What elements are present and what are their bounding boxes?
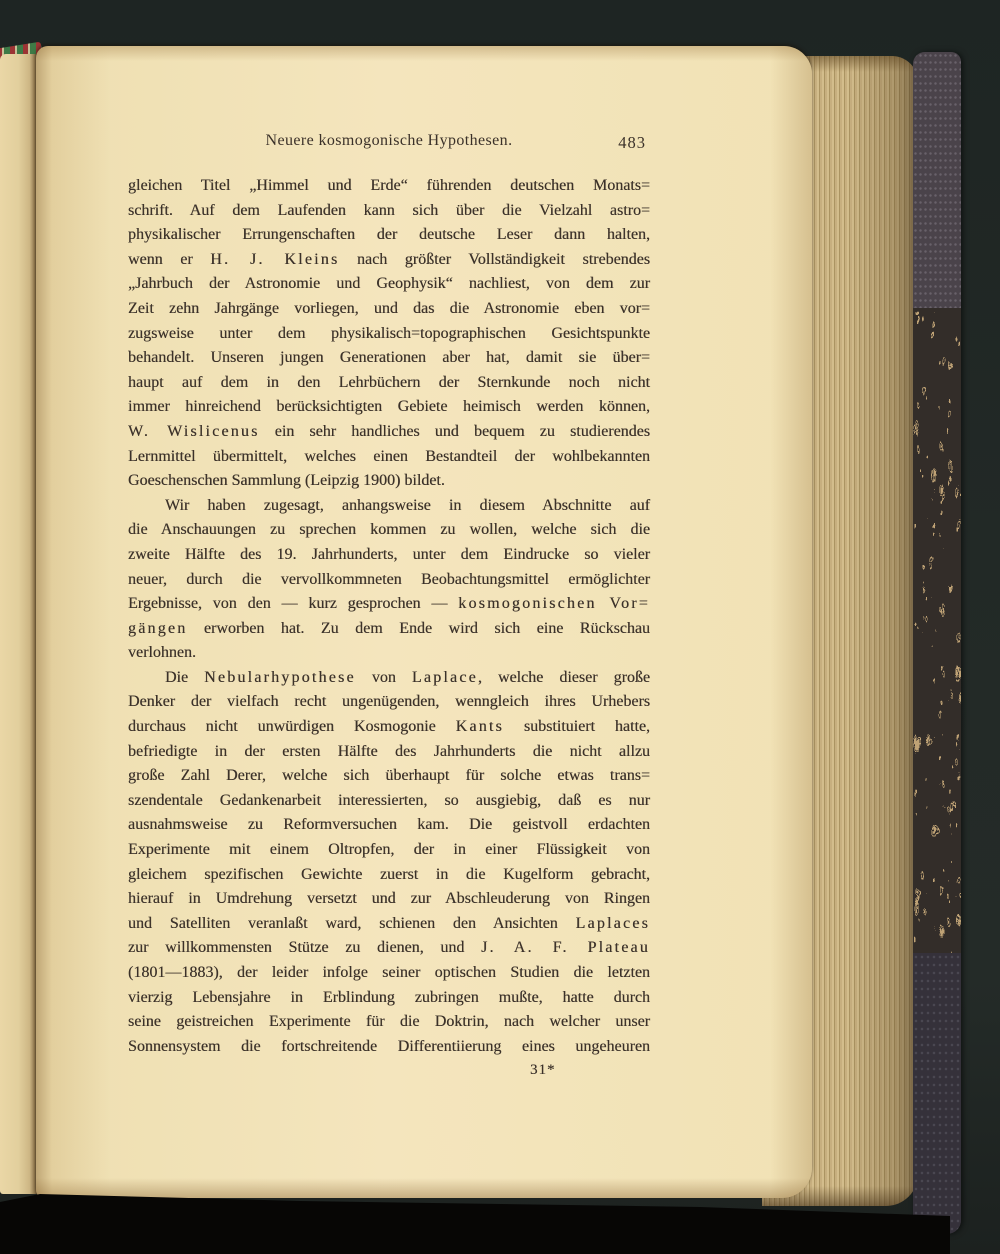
text-line: Sonnensystem die fortschreitende Differentiierung eines ungeheuren — [128, 1037, 650, 1055]
text-line: Ergebnisse, von den — kurz gesprochen — kosmogonischen Vor= — [128, 595, 650, 613]
page-header — [128, 132, 650, 156]
emphasized-name: J. A. F. Plateau — [481, 939, 651, 957]
marbled-board-edge — [913, 308, 961, 953]
text-line: behandelt. Unseren jungen Generationen aber hat, damit sie über= — [128, 349, 650, 367]
text-line: durchaus nicht unwürdigen Kosmogonie Kants substituiert hatte, — [128, 718, 651, 736]
marble-pattern — [913, 308, 961, 953]
previous-page-edge — [0, 54, 37, 1194]
emphasized-name: W. Wislicenus — [128, 422, 260, 440]
text-line: und Satelliten veranlaßt ward, schienen den Ansichten Laplaces — [128, 914, 650, 932]
text-line: Experimente mit einem Oltropfen, der in einer Flüssigkeit von — [128, 841, 650, 859]
emphasized-name: kosmogonischen Vor= — [458, 595, 650, 613]
text-line: Die Nebularhypothese von Laplace, welche dieser große — [165, 668, 651, 686]
text-body — [128, 174, 650, 1081]
text-line: Denker der vielfach recht ungenügenden, wenngleich ihres Urhebers — [128, 693, 650, 711]
text-line: wenn er H. J. Kleins nach größter Vollständigkeit strebendes — [128, 250, 650, 268]
text-line: Goeschenschen Sammlung (Leipzig 1900) bildet. — [128, 472, 445, 490]
text-line: Zeit zehn Jahrgänge vorliegen, und das die Astronomie eben vor= — [128, 299, 650, 317]
text-line: verlohnen. — [128, 644, 196, 662]
text-line: große Zahl Derer, welche sich überhaupt für solche etwas trans= — [128, 767, 650, 785]
text-line: hierauf in Umdrehung versetzt und zur Abschleuderung von Ringen — [128, 890, 650, 908]
text-line: vierzig Lebensjahre in Erblindung zubringen mußte, hatte durch — [128, 988, 650, 1006]
text-line: neuer, durch die vervollkommneten Beobachtungsmittel ermöglichter — [128, 570, 650, 588]
paragraph — [128, 494, 650, 666]
text-line: ausnahmsweise zu Reformversuchen kam. Die geistvoll erdachten — [128, 816, 650, 834]
emphasized-name: Kants — [455, 718, 504, 736]
text-line: zur willkommensten Stütze zu dienen, und J. A. F. Plateau — [128, 939, 651, 957]
emphasized-name: Laplace — [411, 668, 478, 686]
text-line: die Anschauungen zu sprechen kommen zu wollen, welche sich die — [128, 521, 650, 539]
paragraph — [128, 174, 650, 494]
text-line: immer hinreichend berücksichtigten Gebiete heimisch werden können, — [128, 398, 650, 416]
text-line: W. Wislicenus ein sehr handliches und bequem zu studierendes — [128, 422, 650, 440]
text-line: zweite Hälfte des 19. Jahrhunderts, unter dem Eindrucke so vieler — [128, 545, 650, 563]
text-line: befriedigte in der ersten Hälfte des Jahrhunderts die nicht allzu — [128, 742, 650, 760]
book-page — [36, 46, 812, 1198]
emphasized-name: gängen — [128, 619, 188, 637]
emphasized-name: H. J. Kleins — [210, 250, 340, 268]
page-number: 483 — [618, 133, 646, 152]
text-line: „Jahrbuch der Astronomie und Geophysik“ nachliest, von dem zur — [128, 275, 650, 293]
paragraph — [128, 666, 650, 1060]
text-line: gängen erworben hat. Zu dem Ende wird sich eine Rückschau — [128, 619, 650, 637]
text-line: gleichen Titel „Himmel und Erde“ führenden deutschen Monats= — [128, 177, 650, 194]
running-title: Neuere kosmogonische Hypothesen. — [265, 132, 513, 149]
cover-corner-bottom — [913, 953, 961, 1234]
text-line: (1801—1883), der leider infolge seiner optischen Studien die letzten — [128, 964, 650, 981]
text-line: zugsweise unter dem physikalisch=topographischen Gesichtspunkte — [128, 324, 650, 342]
emphasized-name: Nebularhypothese — [204, 668, 356, 686]
text-line: gleichem spezifischen Gewichte zuerst in die Kugelform gebracht, — [128, 865, 650, 883]
text-line: Wir haben zugesagt, anhangsweise in diesem Abschnitte auf — [165, 496, 650, 514]
text-line: szendentale Gedankenarbeit interessierten, so ausgiebig, daß es nur — [128, 791, 650, 809]
emphasized-name: Laplaces — [575, 914, 650, 932]
text-line: seine geistreichen Experimente für die Doktrin, nach welcher unser — [128, 1013, 650, 1031]
book-cover-edge — [913, 52, 961, 1234]
signature-mark: 31* — [530, 1062, 556, 1079]
text-line: schrift. Auf dem Laufenden kann sich über die Vielzahl astro= — [128, 201, 650, 219]
text-line: Lernmittel übermittelt, welches einen Bestandteil der wohlbekannten — [128, 447, 650, 465]
cover-corner-top — [913, 52, 961, 308]
text-line: physikalischer Errungenschaften der deutsche Leser dann halten, — [128, 226, 650, 244]
text-line: haupt auf dem in den Lehrbüchern der Sternkunde noch nicht — [128, 373, 650, 391]
